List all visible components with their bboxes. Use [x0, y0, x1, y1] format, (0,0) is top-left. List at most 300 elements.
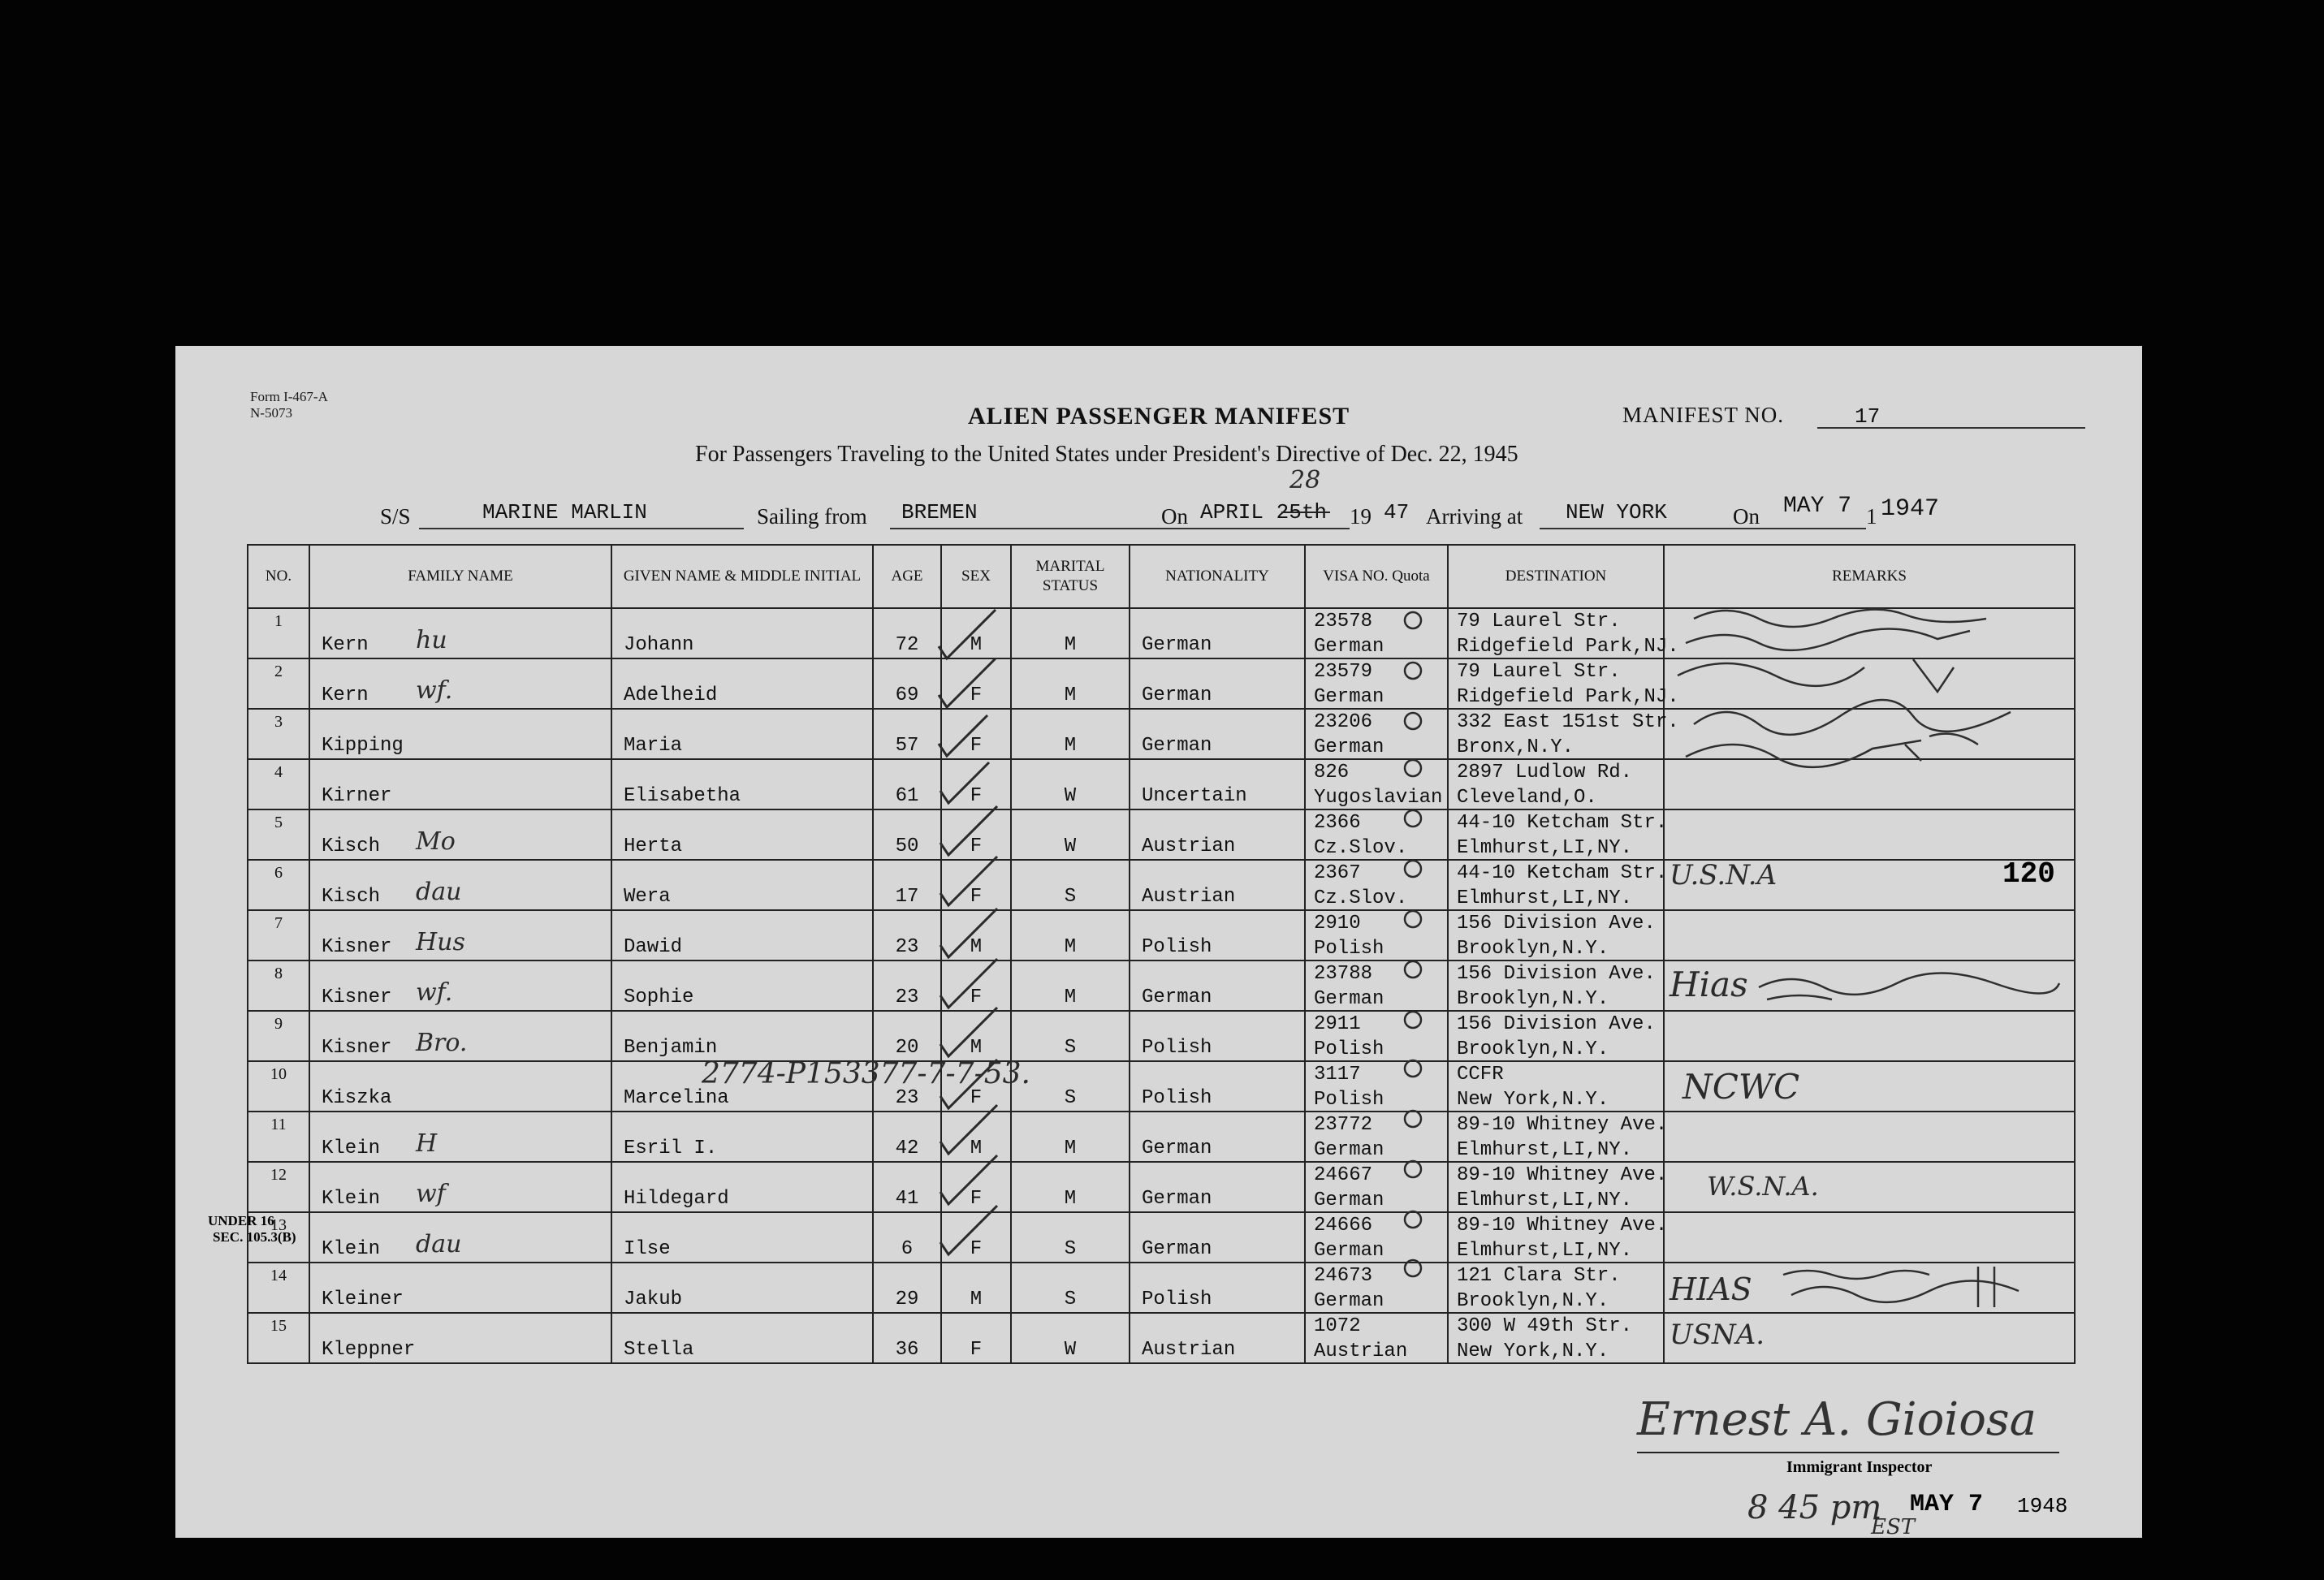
cell-destination: [1448, 1011, 1664, 1061]
relationship-note: wf.: [416, 978, 453, 1007]
age: 17: [895, 886, 919, 908]
visa-number: 24673: [1314, 1265, 1373, 1287]
cell-family: [309, 658, 611, 709]
row-number: 14: [270, 1267, 287, 1284]
destination-city: New York,N.Y.: [1457, 1089, 1609, 1111]
nationality: German: [1142, 1238, 1212, 1260]
cell-family: [309, 1112, 611, 1162]
visa-number: 2367: [1314, 862, 1361, 884]
time-note: 8 45 pm: [1747, 1489, 1882, 1526]
row-number: 1: [274, 612, 283, 630]
table-row: [248, 1112, 2075, 1162]
quota-q-marks: [1397, 602, 1437, 1309]
arrival-port: NEW YORK: [1566, 500, 1667, 525]
destination-street: 156 Division Ave.: [1457, 963, 1656, 985]
remarks-scribble-hias: [1751, 963, 2076, 1012]
cell-marital: [1011, 1313, 1130, 1363]
nationality: German: [1142, 634, 1212, 656]
col-given-name: GIVEN NAME & MIDDLE INITIAL: [611, 545, 873, 608]
cell-given: [611, 860, 873, 910]
on-label: On: [1161, 504, 1188, 529]
relationship-note: H: [416, 1129, 438, 1158]
ss-label: S/S: [380, 504, 411, 529]
family-name: Kisch: [322, 835, 381, 857]
cell-family: [309, 709, 611, 759]
cell-destination: [1448, 1112, 1668, 1162]
given-name: Hildegard: [624, 1188, 729, 1210]
stamp-date: MAY 7: [1910, 1491, 1984, 1518]
cell-family: [309, 860, 611, 910]
table-row: [248, 1313, 2075, 1363]
remark-hias-2: HIAS: [1670, 1271, 1752, 1307]
age: 42: [895, 1138, 919, 1159]
arrival-year: 1947: [1881, 495, 1940, 523]
marital-status: W: [1064, 1339, 1077, 1361]
family-name: Kisner: [322, 1037, 392, 1059]
cell-no: [248, 709, 309, 759]
destination-city: Brooklyn,N.Y.: [1457, 938, 1609, 960]
given-name: Jakub: [624, 1289, 683, 1310]
relationship-note: Mo: [416, 827, 456, 856]
age: 6: [901, 1238, 914, 1260]
sex: F: [970, 1339, 983, 1361]
nationality: Uncertain: [1142, 785, 1247, 807]
destination-city: Elmhurst,LI,NY.: [1457, 1240, 1633, 1262]
sex: F: [970, 735, 983, 757]
marital-status: W: [1064, 835, 1077, 857]
quota: German: [1314, 736, 1384, 758]
arrival-date: MAY 7: [1783, 494, 1852, 519]
sex: F: [970, 886, 983, 908]
col-sex: SEX: [941, 545, 1011, 608]
nationality: Austrian: [1142, 1339, 1236, 1361]
remark-hias-1: Hias: [1670, 965, 1748, 1004]
marital-status: M: [1064, 684, 1077, 706]
cell-destination: [1448, 1263, 1664, 1313]
family-name: Kleppner: [322, 1339, 416, 1361]
marital-status: S: [1064, 886, 1077, 908]
visa-number: 23206: [1314, 711, 1373, 733]
sex: M: [970, 1037, 983, 1059]
cell-visa: [1305, 1313, 1448, 1363]
nationality: Austrian: [1142, 835, 1236, 857]
destination-street: 89-10 Whitney Ave.: [1457, 1114, 1668, 1136]
manifest-no-label: MANIFEST NO.: [1622, 403, 1785, 427]
remark-usna-2: USNA.: [1670, 1319, 1765, 1351]
age: 23: [895, 986, 919, 1008]
marital-status: W: [1064, 785, 1077, 807]
family-name: Kleiner: [322, 1289, 404, 1310]
destination-city: Bronx,N.Y.: [1457, 736, 1575, 758]
given-name: Wera: [624, 886, 671, 908]
inspector-signature: Ernest A. Gioiosa: [1637, 1393, 2037, 1446]
age: 69: [895, 684, 919, 706]
sex: M: [970, 936, 983, 958]
given-name: Johann: [624, 634, 694, 656]
cell-no: [248, 961, 309, 1011]
marital-status: M: [1064, 986, 1077, 1008]
table-row: [248, 1011, 2075, 1061]
row-number: 5: [274, 814, 283, 831]
check-marks: [931, 606, 1093, 1304]
destination-city: Elmhurst,LI,NY.: [1457, 837, 1633, 859]
visa-number: 3117: [1314, 1064, 1361, 1086]
margin-sec: SEC. 105.3(B): [213, 1229, 296, 1245]
cell-nationality: [1130, 1212, 1305, 1263]
visa-number: 826: [1314, 762, 1350, 784]
visa-number: 2366: [1314, 812, 1361, 834]
nationality: Polish: [1142, 1037, 1212, 1059]
row-number: 10: [270, 1065, 287, 1083]
destination-street: 79 Laurel Str.: [1457, 661, 1621, 683]
destination-city: New York,N.Y.: [1457, 1340, 1609, 1362]
cell-nationality: [1130, 658, 1305, 709]
ship-line: [419, 528, 744, 529]
visa-number: 24667: [1314, 1164, 1373, 1186]
quota: German: [1314, 1139, 1384, 1161]
cell-destination: [1448, 1313, 1664, 1363]
cell-sex: [941, 1313, 1011, 1363]
cell-nationality: [1130, 809, 1305, 860]
cell-no: [248, 1061, 309, 1112]
sex: F: [970, 785, 983, 807]
destination-city: Brooklyn,N.Y.: [1457, 1290, 1609, 1312]
cell-no: [248, 809, 309, 860]
given-name: Herta: [624, 835, 683, 857]
age: 29: [895, 1289, 919, 1310]
cell-family: [309, 1061, 611, 1112]
cell-given: [611, 1212, 873, 1263]
quota: German: [1314, 1189, 1384, 1211]
sail-date-line: [1197, 528, 1350, 529]
given-name: Dawid: [624, 936, 683, 958]
quota: German: [1314, 636, 1384, 658]
marital-status: S: [1064, 1289, 1077, 1310]
cell-nationality: [1130, 860, 1305, 910]
cell-given: [611, 1313, 873, 1363]
cell-age: [873, 1313, 941, 1363]
cell-destination: [1448, 759, 1664, 809]
marital-status: M: [1064, 936, 1077, 958]
cell-family: [309, 608, 611, 658]
quota: German: [1314, 686, 1384, 708]
cell-family: [309, 961, 611, 1011]
row-number: 9: [274, 1015, 283, 1033]
sail-date-strike: [1281, 512, 1330, 513]
given-name: Benjamin: [624, 1037, 718, 1059]
cell-no: [248, 1263, 309, 1313]
row10-overwrite: 2774-P153377-7-7-53.: [702, 1057, 1030, 1090]
relationship-note: hu: [416, 626, 447, 654]
cell-no: [248, 910, 309, 961]
marital-status: M: [1064, 1138, 1077, 1159]
table-row: [248, 1061, 2075, 1112]
cell-nationality: [1130, 1061, 1305, 1112]
given-name: Sophie: [624, 986, 694, 1008]
age: 23: [895, 1087, 919, 1109]
age: 41: [895, 1188, 919, 1210]
visa-number: 23578: [1314, 611, 1373, 632]
given-name: Adelheid: [624, 684, 718, 706]
row-number: 2: [274, 663, 283, 680]
nationality: German: [1142, 735, 1212, 757]
table-header: [248, 545, 2075, 608]
relationship-note: dau: [416, 878, 462, 906]
sailing-label: Sailing from: [757, 504, 867, 529]
visa-number: 23788: [1314, 963, 1373, 985]
cell-destination: [1448, 658, 1679, 709]
quota: Cz.Slov.: [1314, 837, 1408, 859]
cell-destination: [1448, 961, 1664, 1011]
sex: F: [970, 1188, 983, 1210]
cell-given: [611, 608, 873, 658]
marital-status: M: [1064, 1188, 1077, 1210]
age: 36: [895, 1339, 919, 1361]
cell-given: [611, 1011, 873, 1061]
row-number: 11: [270, 1116, 287, 1133]
table-row: [248, 910, 2075, 961]
given-name: Elisabetha: [624, 785, 741, 807]
cell-destination: [1448, 910, 1664, 961]
col-nationality: NATIONALITY: [1130, 545, 1305, 608]
row-number: 7: [274, 914, 283, 932]
cell-family: [309, 809, 611, 860]
cell-no: [248, 1313, 309, 1363]
margin-under16: UNDER 16: [208, 1213, 274, 1228]
quota: Austrian: [1314, 1340, 1408, 1362]
remarks-scribbles: [1670, 602, 2074, 911]
visa-number: 23772: [1314, 1114, 1373, 1136]
cell-given: [611, 809, 873, 860]
visa-number: 1072: [1314, 1315, 1361, 1337]
destination-city: Brooklyn,N.Y.: [1457, 1038, 1609, 1060]
time-zone: EST: [1871, 1515, 1916, 1539]
quota: German: [1314, 1290, 1384, 1312]
age: 20: [895, 1037, 919, 1059]
marital-status: S: [1064, 1037, 1077, 1059]
cell-given: [611, 1263, 873, 1313]
sex: M: [970, 1289, 983, 1310]
nationality: Austrian: [1142, 886, 1236, 908]
nationality: German: [1142, 684, 1212, 706]
row-number: 13: [270, 1216, 287, 1234]
marital-status: M: [1064, 735, 1077, 757]
destination-street: 89-10 Whitney Ave.: [1457, 1164, 1668, 1186]
cell-remarks: [1664, 1212, 2075, 1263]
cell-nationality: [1130, 961, 1305, 1011]
nationality: German: [1142, 1188, 1212, 1210]
cell-destination: [1448, 1212, 1668, 1263]
destination-street: 332 East 151st Str.: [1457, 711, 1679, 733]
visa-number: 23579: [1314, 661, 1373, 683]
cell-given: [611, 759, 873, 809]
family-name: Kisch: [322, 886, 381, 908]
cell-family: [309, 1162, 611, 1212]
departure-port: BREMEN: [901, 500, 978, 525]
year-prefix: 19: [1350, 504, 1372, 529]
quota: Cz.Slov.: [1314, 887, 1408, 909]
quota: German: [1314, 1240, 1384, 1262]
relationship-note: Hus: [416, 928, 465, 956]
age: 50: [895, 835, 919, 857]
col-marital-status: MARITAL STATUS: [1011, 545, 1130, 608]
subtitle: For Passengers Traveling to the United States under President's Directive of Dec. 22, 1945: [695, 442, 1518, 467]
family-name: Kirner: [322, 785, 392, 807]
destination-street: 89-10 Whitney Ave.: [1457, 1215, 1668, 1237]
marital-status: M: [1064, 634, 1077, 656]
cell-no: [248, 608, 309, 658]
sex: F: [970, 1087, 983, 1109]
marital-status: S: [1064, 1087, 1077, 1109]
relationship-note: dau: [416, 1230, 462, 1258]
cell-destination: [1448, 1061, 1664, 1112]
cell-family: [309, 759, 611, 809]
cell-remarks: [1664, 1112, 2075, 1162]
quota: Polish: [1314, 938, 1384, 960]
cell-no: [248, 1112, 309, 1162]
cell-family: [309, 1263, 611, 1313]
cell-remarks: [1664, 910, 2075, 961]
remark-wsna: W.S.N.A.: [1707, 1171, 1819, 1202]
cell-destination: [1448, 1162, 1668, 1212]
row-number: 12: [270, 1166, 287, 1184]
sex: F: [970, 1238, 983, 1260]
given-name: Stella: [624, 1339, 694, 1361]
family-name: Kisner: [322, 986, 392, 1008]
destination-street: 121 Clara Str.: [1457, 1265, 1621, 1287]
destination-city: Elmhurst,LI,NY.: [1457, 1189, 1633, 1211]
row-number: 4: [274, 763, 283, 781]
row-number: 6: [274, 864, 283, 882]
arrival-date-line: [1769, 528, 1866, 529]
page-title: ALIEN PASSENGER MANIFEST: [968, 403, 1350, 430]
sail-date: APRIL 25th: [1200, 500, 1328, 525]
visa-number: 2911: [1314, 1013, 1361, 1035]
cell-destination: [1448, 709, 1679, 759]
family-name: Klein: [322, 1188, 381, 1210]
cell-given: [611, 709, 873, 759]
family-name: Klein: [322, 1238, 381, 1260]
cell-destination: [1448, 860, 1668, 910]
remarks-scribble-14: [1775, 1258, 2076, 1315]
cell-given: [611, 910, 873, 961]
destination-city: Elmhurst,LI,NY.: [1457, 887, 1633, 909]
col-remarks: REMARKS: [1664, 545, 2075, 608]
cell-remarks: [1664, 1011, 2075, 1061]
quota: Yugoslavian: [1314, 787, 1443, 809]
family-name: Kisner: [322, 936, 392, 958]
sail-year: 47: [1384, 500, 1410, 525]
cell-nationality: [1130, 759, 1305, 809]
cell-family: [309, 1313, 611, 1363]
cell-family: [309, 1011, 611, 1061]
ship-name: MARINE MARLIN: [482, 500, 647, 525]
age: 61: [895, 785, 919, 807]
relationship-note: wf: [416, 1180, 446, 1208]
cell-given: [611, 658, 873, 709]
family-name: Kiszka: [322, 1087, 392, 1109]
cell-given: [611, 1162, 873, 1212]
family-name: Kern: [322, 684, 369, 706]
sex: F: [970, 684, 983, 706]
relationship-note: wf.: [416, 676, 453, 705]
cell-nationality: [1130, 1263, 1305, 1313]
family-name: Klein: [322, 1138, 381, 1159]
destination-street: 300 W 49th Str.: [1457, 1315, 1633, 1337]
arrival-year-prefix: 1: [1866, 504, 1877, 529]
cell-nationality: [1130, 709, 1305, 759]
destination-street: 44-10 Ketcham Str.: [1457, 862, 1668, 884]
destination-city: Ridgefield Park,NJ.: [1457, 636, 1679, 658]
cell-given: [611, 1112, 873, 1162]
col-visa-quota: VISA NO. Quota: [1305, 545, 1448, 608]
given-name: Esril I.: [624, 1138, 718, 1159]
given-name: Maria: [624, 735, 683, 757]
signature-line: [1637, 1452, 2059, 1453]
family-name: Kern: [322, 634, 369, 656]
row-number: 15: [270, 1317, 287, 1335]
cell-nationality: [1130, 608, 1305, 658]
nationality: Polish: [1142, 1289, 1212, 1310]
row-number: 3: [274, 713, 283, 731]
quota: German: [1314, 988, 1384, 1010]
cell-no: [248, 658, 309, 709]
visa-number: 24666: [1314, 1215, 1373, 1237]
cell-no: [248, 1162, 309, 1212]
cell-no: [248, 759, 309, 809]
remark-count: 120: [2002, 857, 2055, 891]
cell-nationality: [1130, 1313, 1305, 1363]
form-code: N-5073: [250, 405, 292, 421]
cell-given: [611, 961, 873, 1011]
on2-label: On: [1733, 504, 1760, 529]
sex: F: [970, 986, 983, 1008]
cell-nationality: [1130, 910, 1305, 961]
inspector-title: Immigrant Inspector: [1786, 1458, 1933, 1476]
family-name: Kipping: [322, 735, 404, 757]
age: 23: [895, 936, 919, 958]
row-number: 8: [274, 965, 283, 982]
cell-family: [309, 910, 611, 961]
cell-nationality: [1130, 1011, 1305, 1061]
col-no: NO.: [248, 545, 309, 608]
quota: Polish: [1314, 1089, 1384, 1111]
cell-no: [248, 860, 309, 910]
sex: F: [970, 835, 983, 857]
cell-destination: [1448, 809, 1668, 860]
form-number: Form I-467-A: [250, 389, 328, 404]
cell-no: [248, 1011, 309, 1061]
destination-street: CCFR: [1457, 1064, 1504, 1086]
col-family-name: FAMILY NAME: [309, 545, 611, 608]
manifest-no-value: 17: [1855, 404, 1881, 429]
nationality: Polish: [1142, 936, 1212, 958]
given-name: Ilse: [624, 1238, 671, 1260]
age: 72: [895, 634, 919, 656]
sex: M: [970, 1138, 983, 1159]
col-age: AGE: [873, 545, 941, 608]
sail-date-correction: 28: [1289, 466, 1321, 494]
nationality: German: [1142, 1138, 1212, 1159]
destination-street: 79 Laurel Str.: [1457, 611, 1621, 632]
destination-street: 2897 Ludlow Rd.: [1457, 762, 1633, 784]
destination-street: 156 Division Ave.: [1457, 1013, 1656, 1035]
destination-city: Elmhurst,LI,NY.: [1457, 1139, 1633, 1161]
cell-family: [309, 1212, 611, 1263]
destination-city: Ridgefield Park,NJ.: [1457, 686, 1679, 708]
destination-street: 44-10 Ketcham Str.: [1457, 812, 1668, 834]
cell-nationality: [1130, 1112, 1305, 1162]
